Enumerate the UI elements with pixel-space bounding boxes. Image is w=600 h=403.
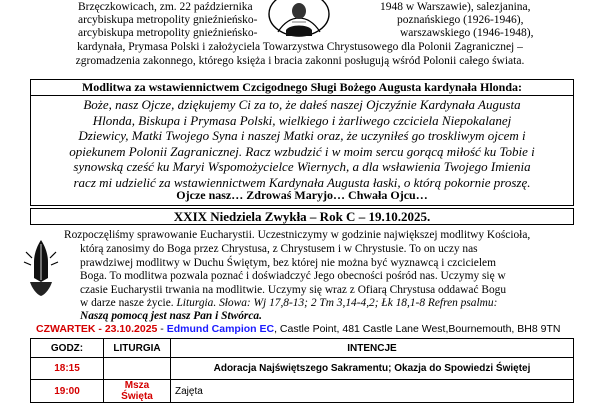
table-row	[31, 358, 574, 380]
bio-line-4: kardynała, Prymasa Polski i założyciela Towarzystwa Chrystusowego dla Polonii Zagranicznej –	[77, 41, 523, 53]
psalm-refrain: Naszą pomocą jest nasz Pan i Stwórca.	[80, 310, 262, 322]
row-intention: Adoracja Najświętszego Sakramentu; Okazja do Spowiedzi Świętej	[171, 358, 574, 380]
homily-line-6-text: w darze nasze życie.	[80, 297, 177, 309]
row-intention: Zajęta	[171, 380, 574, 403]
row-liturgy: Msza Święta	[104, 380, 171, 403]
homily-line-3: prawdziwej modlitwy w Duchu Świętym, bez której nie można być wyznawcą i czcicielem	[80, 257, 496, 269]
homily-line-6	[80, 297, 497, 310]
event-address: , Castle Point, 481 Castle Lane West,Bournemouth, BH8 9TN	[274, 323, 561, 335]
event-separator: -	[157, 323, 167, 335]
prayer-line: Boże, nasz Ojcze, dziękujemy Ci za to, że dałeś naszej Ojczyźnie Kardynała Augusta	[83, 97, 521, 112]
bio-line-3-right: warszawskiego (1946-1948),	[400, 27, 534, 39]
bio-line-1-right: 1948 w Warszawie), salezjanina,	[380, 1, 531, 13]
bio-line-2-right: poznańskiego (1926-1946),	[397, 14, 524, 26]
biography-section	[0, 0, 600, 76]
prayer-line: synowską cześć ku Maryi Wspomożycielce Wiernych, a dla wsławienia Twojego Imienia	[73, 159, 531, 174]
prayer-line: Dziewicy, Matki Twojego Syna i naszej Matki oraz, że uczyniłeś go troskliwym ojcem i	[78, 128, 526, 143]
column-header-liturgy: LITURGIA	[104, 339, 171, 358]
table-row	[31, 380, 574, 403]
prayer-title: Modlitwa za wstawiennictwem Czcigodnego Sługi Bożego Augusta kardynała Hlonda:	[31, 80, 573, 96]
schedule-table	[30, 338, 574, 403]
homily-line-1: Rozpoczęliśmy sprawowanie Eucharystii. Uczestniczymy w godzinie największej modlitwy Kościoła,	[64, 229, 531, 241]
homily-line-5: czasie Eucharystii trwania na modlitwie. Uczymy się wraz z Ofiarą Chrystusa oddawać Bogu	[80, 284, 507, 296]
table-header-row	[31, 339, 574, 358]
prayer-box	[30, 79, 574, 206]
bio-line-1-left: Brzęczkowicach, zm. 22 października	[78, 1, 253, 13]
praying-hands-icon	[22, 238, 60, 298]
event-place: Edmund Campion EC	[166, 323, 275, 335]
row-time: 18:15	[31, 358, 104, 380]
cardinal-portrait-image	[268, 0, 330, 42]
prayer-text	[31, 97, 573, 190]
column-header-time: GODZ:	[31, 339, 104, 358]
homily-line-4: Boga. To modlitwa pozwala poznać i doświadczyć Jego obecności pośród nas. Uczymy się w	[80, 270, 506, 282]
bio-line-2-left: arcybiskupa metropolity gnieźnieńsko-	[78, 14, 258, 26]
column-header-intentions: INTENCJE	[171, 339, 574, 358]
homily-line-2: którą zanosimy do Boga przez Chrystusa, z Chrystusem i w Chrystusie. To on uczy nas	[80, 243, 478, 255]
row-liturgy	[104, 358, 171, 380]
liturgy-readings: Liturgia. Słowa: Wj 17,8-13; 2 Tm 3,14-4,2; Łk 18,1-8 Refren psalmu:	[176, 297, 498, 309]
prayer-line: opiekunem Polonii Zagranicznej. Racz wzbudzić i w moim sercu gorącą miłość ku Tobie i	[69, 143, 535, 159]
bio-line-5: zgromadzenia zakonnego, którego księża i bracia zakonni posługują wśród Polonii całego świata.	[75, 55, 525, 67]
sunday-heading: XXIX Niedziela Zwykła – Rok C – 19.10.2025.	[30, 208, 574, 225]
event-day: CZWARTEK - 23.10.2025	[36, 323, 158, 335]
bio-line-3-left: arcybiskupa metropolity gnieźnieńsko-	[78, 27, 258, 39]
prayer-line: Hlonda, Biskupa i Prymasa Polski, wielkiego i żarliwego czciciela Niepokalanej	[92, 112, 512, 128]
prayer-ending: Ojcze nasz… Zdrowaś Maryjo… Chwała Ojcu…	[176, 188, 428, 202]
prayer-line: racz mi udzielić za wstawiennictwem Kardynała Augusta łaski, o którą pokornie proszę.	[73, 174, 531, 190]
event-line	[36, 323, 560, 335]
row-time: 19:00	[31, 380, 104, 403]
